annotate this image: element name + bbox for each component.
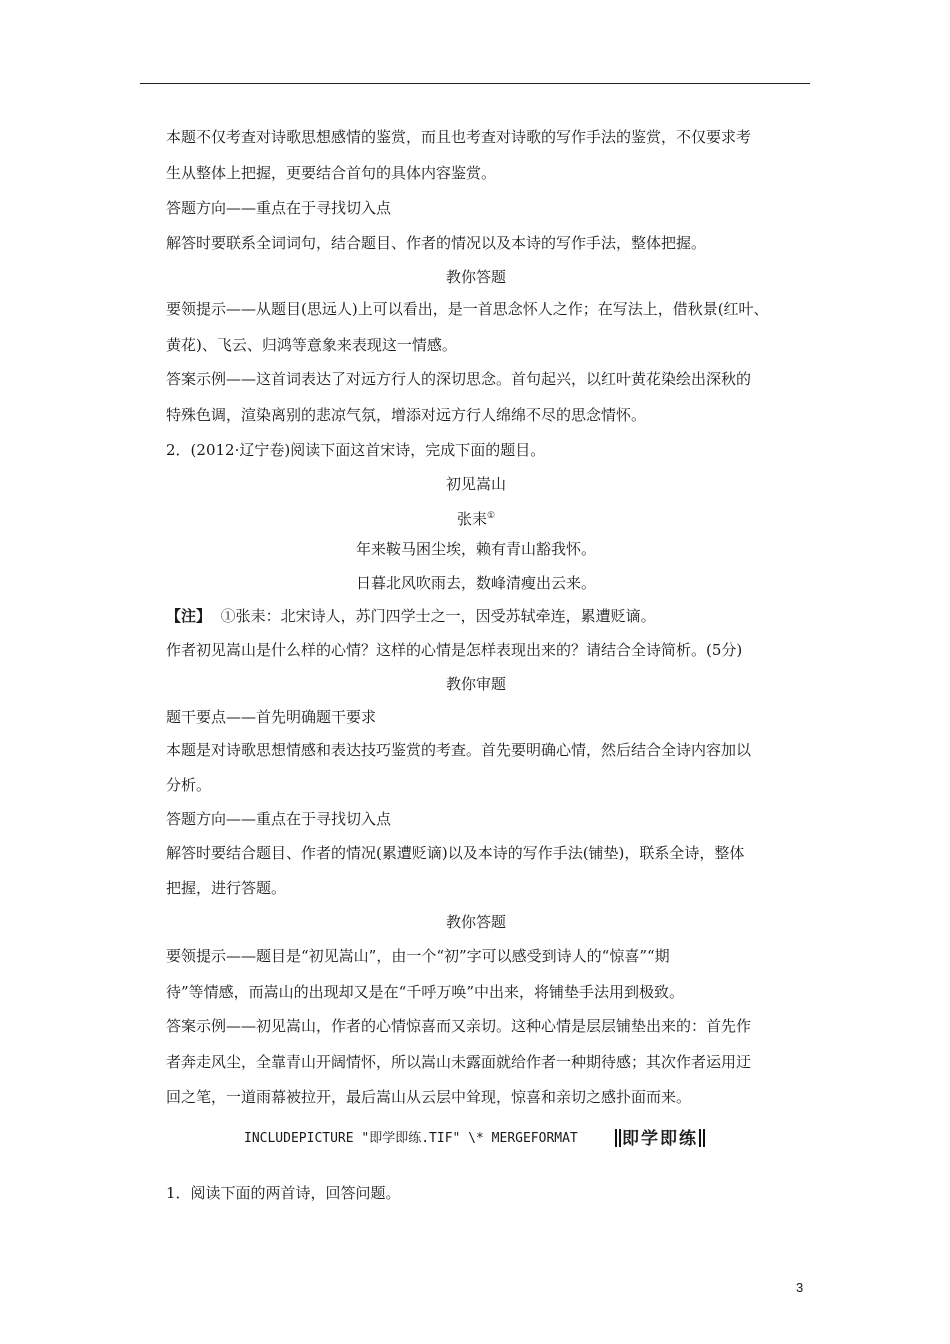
note-text: ①张耒：北宋诗人，苏门四学士之一，因受苏轼牵连，累遭贬谪。 [220,607,656,625]
banner-bar-left [615,1129,617,1147]
paragraph-line: 解答时要联系全词词句，结合题目、作者的情况以及本诗的写作手法，整体把握。 [166,234,707,252]
section-heading: 答题方向——重点在于寻找切入点 [166,810,392,828]
section-heading: 题干要点——首先明确题干要求 [166,708,377,726]
section-title: 教你审题 [445,675,506,693]
header-rule [140,83,810,84]
paragraph-line: 答案示例——初见嵩山，作者的心情惊喜而又亲切。这种心情是层层铺垫出来的：首先作 [166,1017,752,1035]
poem-line: 年来鞍马困尘埃，赖有青山豁我怀。 [355,540,596,558]
paragraph-line: 生从整体上把握，更要结合首句的具体内容鉴赏。 [166,164,497,182]
practice-banner [614,1124,706,1149]
footnote [166,606,826,626]
paragraph-line: 要领提示——从题目(思远人)上可以看出，是一首思念怀人之作；在写法上，借秋景(红叶、 [166,300,769,318]
section-title: 教你答题 [445,913,506,931]
paragraph-line: 待”等情感，而嵩山的出现却又是在“千呼万唤”中出来，将铺垫手法用到极致。 [166,983,685,1001]
banner-label: 即学即练 [622,1129,698,1149]
poem-line: 日暮北风吹雨去，数峰清瘦出云来。 [355,574,596,592]
banner-bar-right [703,1129,705,1147]
banner-bar-left [619,1129,621,1147]
paragraph-line: 回之笔，一道雨幕被拉开，最后嵩山从云层中耸现，惊喜和亲切之感扑面而来。 [166,1088,692,1106]
section-title: 教你答题 [445,268,506,286]
paragraph-line: 者奔走风尘，全靠青山开阔情怀，所以嵩山未露面就给作者一种期待感；其次作者运用迂 [166,1053,752,1071]
author-name: 张耒 [456,510,487,528]
question-heading: 1．阅读下面的两首诗，回答问题。 [166,1184,401,1202]
question-text: 作者初见嵩山是什么样的心情？这样的心情是怎样表现出来的？请结合全诗简析。(5分) [166,641,743,659]
paragraph-line: 特殊色调，渲染离别的悲凉气氛，增添对远方行人绵绵不尽的思念情怀。 [166,406,647,424]
paragraph-line: 黄花)、飞云、归鸿等意象来表现这一情感。 [166,336,457,354]
paragraph-line: 本题是对诗歌思想情感和表达技巧鉴赏的考查。首先要明确心情，然后结合全诗内容加以 [166,741,752,759]
poem-title: 初见嵩山 [445,475,506,493]
page-number: 3 [796,1280,804,1295]
section-heading: 答题方向——重点在于寻找切入点 [166,199,392,217]
paragraph-line: 答案示例——这首词表达了对远方行人的深切思念。首句起兴，以红叶黄花染绘出深秋的 [166,370,752,388]
banner-bar-right [699,1129,701,1147]
note-tag: 【注】 [166,607,212,625]
paragraph-line: 解答时要结合题目、作者的情况(累遭贬谪)以及本诗的写作手法(铺垫)，联系全诗，整体 [166,844,745,862]
footnote-marker: ① [486,511,496,521]
poem-author [166,506,786,529]
paragraph-line: 本题不仅考查对诗歌思想感情的鉴赏，而且也考查对诗歌的写作手法的鉴赏，不仅要求考 [166,128,752,146]
paragraph-line: 分析。 [166,776,212,794]
paragraph-line: 把握，进行答题。 [166,879,287,897]
question-heading: 2．(2012·辽宁卷)阅读下面这首宋诗，完成下面的题目。 [166,441,546,459]
include-picture-field: INCLUDEPICTURE "即学即练.TIF" \* MERGEFORMAT [244,1131,578,1146]
paragraph-line: 要领提示——题目是“初见嵩山”，由一个“初”字可以感受到诗人的“惊喜”“期 [166,947,670,965]
